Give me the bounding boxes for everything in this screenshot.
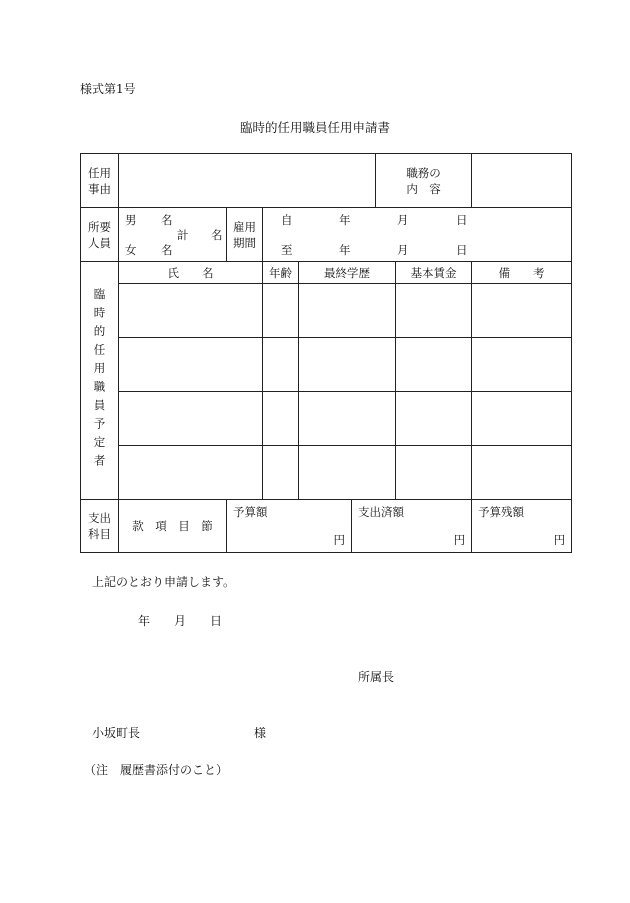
table-row (81, 338, 572, 392)
remaining-amount-label: 予算残額 (478, 505, 525, 519)
candidate-name-cell[interactable] (119, 284, 263, 338)
honorific-label: 様 (254, 726, 267, 740)
total-label: 計 (177, 228, 189, 242)
female-label: 女 (125, 243, 137, 257)
female-count-unit: 名 (161, 243, 173, 257)
planned-staff-label: 臨時的任用職員予定者 (81, 262, 119, 500)
table-row (81, 446, 572, 500)
date-day-unit: 日 (210, 614, 223, 628)
from-year-unit: 年 (339, 213, 351, 227)
department-head-label: 所属長 (358, 670, 395, 684)
candidate-education-cell[interactable] (299, 338, 396, 392)
required-personnel-label: 所要 人員 (81, 208, 119, 262)
application-form-table (80, 153, 572, 553)
period-from-label: 自 (281, 213, 293, 227)
col-header-education: 最終学歴 (299, 262, 396, 284)
budget-amount-label: 予算額 (233, 505, 268, 519)
candidate-age-cell[interactable] (263, 392, 299, 446)
spent-yen-unit: 円 (453, 533, 466, 547)
document-title: 臨時的任用職員任用申請書 (239, 120, 390, 135)
spent-amount-field[interactable] (352, 500, 472, 553)
total-count-unit: 名 (211, 228, 223, 242)
date-month-unit: 月 (174, 614, 187, 628)
candidate-remarks-cell[interactable] (472, 392, 572, 446)
candidate-education-cell[interactable] (299, 284, 396, 338)
period-to-label: 至 (281, 243, 293, 257)
candidate-education-cell[interactable] (299, 446, 396, 500)
form-number: 様式第1号 (80, 82, 136, 96)
col-header-name: 氏 名 (119, 262, 263, 284)
to-month-unit: 月 (397, 243, 409, 257)
male-count-unit: 名 (161, 213, 173, 227)
col-header-wage: 基本賃金 (396, 262, 472, 284)
male-label: 男 (125, 213, 137, 227)
from-day-unit: 日 (456, 213, 468, 227)
personnel-count-field[interactable] (119, 208, 227, 262)
candidate-wage-cell[interactable] (396, 284, 472, 338)
to-year-unit: 年 (339, 243, 351, 257)
col-header-age: 年齢 (263, 262, 299, 284)
reason-label: 任用 事由 (81, 154, 119, 208)
candidate-remarks-cell[interactable] (472, 284, 572, 338)
table-row (81, 392, 572, 446)
date-year-unit: 年 (138, 614, 151, 628)
addressee-label: 小坂町長 (92, 726, 141, 740)
budget-yen-unit: 円 (333, 533, 345, 547)
reason-field[interactable] (119, 154, 376, 208)
candidate-name-cell[interactable] (119, 446, 263, 500)
spent-amount-label: 支出済額 (358, 505, 404, 519)
candidate-wage-cell[interactable] (396, 392, 472, 446)
candidate-remarks-cell[interactable] (472, 338, 572, 392)
attachment-note: （注 履歴書添付のこと） (84, 763, 229, 777)
candidate-remarks-cell[interactable] (472, 446, 572, 500)
to-day-unit: 日 (456, 243, 468, 257)
candidate-age-cell[interactable] (263, 338, 299, 392)
employment-period-field[interactable] (263, 208, 572, 262)
candidate-wage-cell[interactable] (396, 338, 472, 392)
budget-amount-field[interactable] (227, 500, 352, 553)
budget-items-label: 款 項 目 節 (119, 500, 227, 553)
candidate-age-cell[interactable] (263, 446, 299, 500)
employment-period-label: 雇用 期間 (227, 208, 263, 262)
duty-label: 職務の 内 容 (376, 154, 472, 208)
candidate-wage-cell[interactable] (396, 446, 472, 500)
candidate-name-cell[interactable] (119, 338, 263, 392)
remaining-yen-unit: 円 (553, 533, 566, 547)
duty-field[interactable] (472, 154, 572, 208)
table-row (81, 284, 572, 338)
expense-item-label: 支出 科目 (81, 500, 119, 553)
remaining-amount-field[interactable] (472, 500, 572, 553)
from-month-unit: 月 (397, 213, 409, 227)
col-header-remarks: 備 考 (472, 262, 572, 284)
application-statement: 上記のとおり申請します。 (92, 575, 236, 589)
candidate-education-cell[interactable] (299, 392, 396, 446)
candidate-name-cell[interactable] (119, 392, 263, 446)
candidate-age-cell[interactable] (263, 284, 299, 338)
